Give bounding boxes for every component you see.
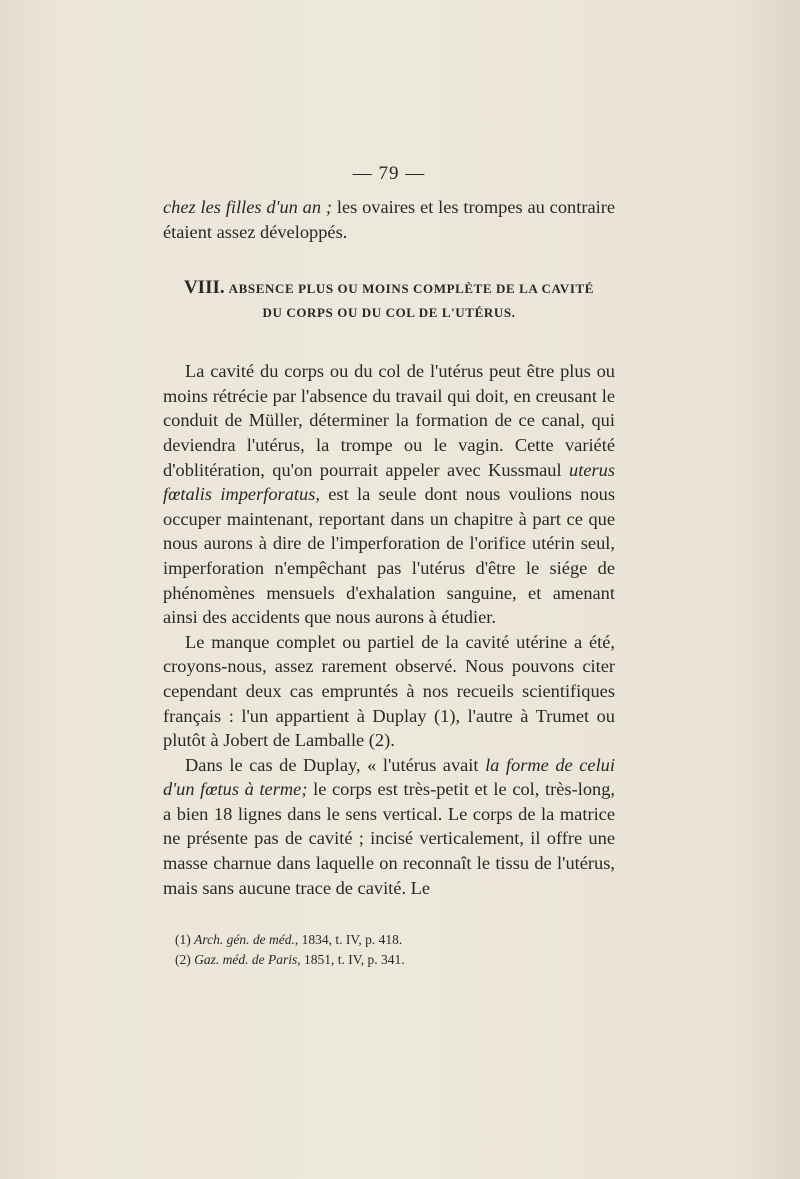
paragraph-1-b: est la seule dont nous voulions nous occuper maintenant, reportant dans un chapitre à part ce que nous aurons à dire de l'imperforation de l'orifice utérin seul, imperforation n'empêchant pas l'utérus d'être le siége de phénomènes mensuels d'exhalation sanguine, et amenant ainsi des accidents que nous aurons à étudier. (163, 484, 615, 628)
paragraph-3 (163, 753, 615, 901)
footnote-2 (175, 950, 605, 970)
intro-rest: les ovaires et les trompes au contraire étaient assez développés. (163, 197, 615, 242)
section-title-line1: ABSENCE PLUS OU MOINS COMPLÈTE DE LA CAVITÉ (228, 281, 595, 297)
footnote-1-source: Arch. gén. de méd., (194, 932, 299, 947)
paragraph-3-italic: la forme de celui d'un fœtus à terme; (163, 754, 615, 800)
paragraph-1-italic: uterus fœtalis imperforatus, (163, 459, 615, 505)
page-number: — 79 — (352, 163, 426, 184)
footnote-2-source: Gaz. méd. de Paris, (194, 952, 301, 967)
paragraph-1-a: La cavité du corps ou du col de l'utérus peut être plus ou moins rétrécie par l'absence du travail qui doit, en creusant le conduit de Müller, déterminer la formation de ce canal, qui deviendra l'utérus, la trompe ou le vagin. Cette variété d'oblitération, qu'on pourrait appeler avec Kussmaul (163, 361, 615, 480)
paragraph-1 (163, 359, 615, 630)
footnote-1-mark: (1) (175, 932, 195, 947)
footnote-1-ref: 1834, t. IV, p. 418. (298, 932, 403, 947)
section-title-line2: DU CORPS OU DU COL DE L'UTÉRUS. (262, 305, 516, 321)
main-text (163, 163, 615, 900)
footnote-2-ref: 1851, t. IV, p. 341. (300, 952, 405, 967)
footnote-1 (175, 930, 605, 950)
paragraph-3-b: le corps est très-petit et le col, très-long, a bien 18 lignes dans le sens vertical. Le corps de la matrice ne présente pas de cavité ; incisé verticalement, il offre une masse charnue dans laquelle on reconnaît le tissu de l'utérus, mais sans aucune trace de cavité. Le (163, 779, 615, 898)
section-heading (163, 276, 615, 325)
paragraph-2: Le manque complet ou partiel de la cavité utérine a été, croyons-nous, assez rarement observé. Nous pouvons citer cependant deux cas empruntés à nos recueils scientifiques français : l'un appartient à Duplay (1), l'autre à Trumet ou plutôt à Jobert de Lamballe (2). (163, 631, 615, 751)
paragraph-3-a: Dans le cas de Duplay, « l'utérus avait (185, 754, 486, 775)
intro-italic: chez les filles d'un an ; (163, 197, 333, 217)
footnote-2-mark: (2) (175, 952, 195, 967)
section-number: VIII. (183, 277, 225, 299)
footnotes (175, 930, 605, 970)
intro-paragraph (163, 195, 615, 244)
